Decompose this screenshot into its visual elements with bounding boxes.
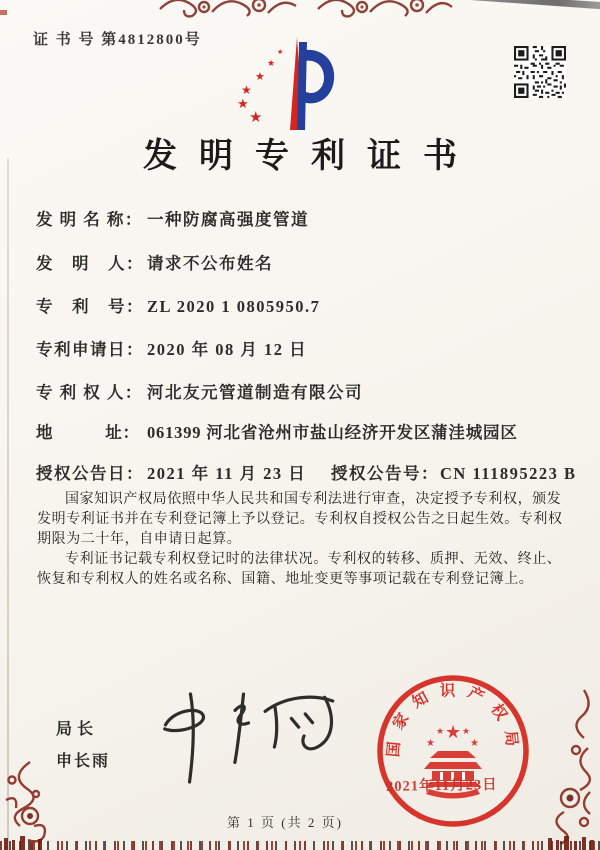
signature-handwriting-icon [146,685,347,790]
svg-text:★: ★ [267,59,276,69]
field-value: 请求不公布姓名 [147,254,273,273]
field-value: 河北友元管道制造有限公司 [147,383,363,402]
legal-paragraph-2: 专利证书记载专利权登记时的法律状况。专利权的转移、质押、无效、终止、恢复和专利权人的姓名或名称、国籍、地址变更等事项记载在专利登记簿上。 [37,552,562,587]
commissioner-title: 局长 [56,721,99,738]
certificate-number: 证 书 号 第4812800号 [33,32,202,48]
legal-paragraph-1: 国家知识产权局依照中华人民共和国专利法进行审查，决定授予专利权，颁发发明专利证书并在专利登记簿上予以登记。专利权自授权公告之日起生效。专利权期限为二十年，自申请日起算。 [37,492,563,547]
svg-text:★: ★ [255,70,265,83]
field-label: 专 利 权 人： [36,383,143,402]
certificate-title: 发明专利证书 [143,138,479,175]
field-value: 061399 河北省沧州市盐山经济开发区蒲洼城园区 [147,423,518,442]
field-label: 授权公告日： [36,464,144,483]
paper-edge-line [7,158,9,850]
svg-text:★: ★ [445,722,462,743]
field-label: 专 利 号： [36,297,144,316]
field-value: 2020 年 08 月 12 日 [147,340,308,359]
svg-text:★: ★ [426,738,435,749]
paper-edge-shadow [472,0,600,10]
field-label: 发 明 名 称： [36,210,143,229]
qr-code-icon [514,46,566,98]
field-filing-date [36,336,307,360]
field-value: ZL 2020 1 0805950.7 [147,297,321,316]
field-inventor [36,250,273,274]
field-address [36,419,518,443]
commissioner-name: 申长雨 [56,753,111,770]
bottom-border-fringe [0,841,600,850]
field-label: 发 明 人： [36,254,144,273]
field-label: 授权公告号： [331,464,439,483]
field-patentee [36,379,363,403]
svg-text:★: ★ [436,727,445,737]
official-seal-icon [368,666,538,836]
field-value: 一种防腐高强度管道 [147,210,309,229]
field-label: 专利申请日： [36,340,144,359]
field-grant-date [36,460,577,484]
seal-text: 国家知识产权局 [385,682,521,758]
svg-text:★: ★ [470,738,479,749]
svg-text:★: ★ [237,97,249,112]
field-value: CN 111895223 B [440,464,577,483]
svg-text:★: ★ [277,48,284,56]
field-patent-number [36,293,320,317]
top-border-ornament-icon [156,0,456,23]
border-fragment [0,10,7,15]
page-number: 第 1 页 (共 2 页) [227,815,343,830]
corner-ornament-left-icon [0,760,64,850]
svg-text:★: ★ [249,108,263,126]
date-stamp: 2021年11月23日 [385,777,498,795]
field-label: 地 址： [36,423,140,442]
field-grant-number [331,460,577,484]
svg-text:★: ★ [462,727,471,737]
field-invention-name [36,206,309,230]
corner-ornament-right-icon [540,688,600,850]
svg-text:★: ★ [241,83,252,97]
legal-text-block [37,490,565,590]
field-value: 2021 年 11 月 23 日 [147,464,307,483]
cnipa-logo-icon [237,34,337,136]
